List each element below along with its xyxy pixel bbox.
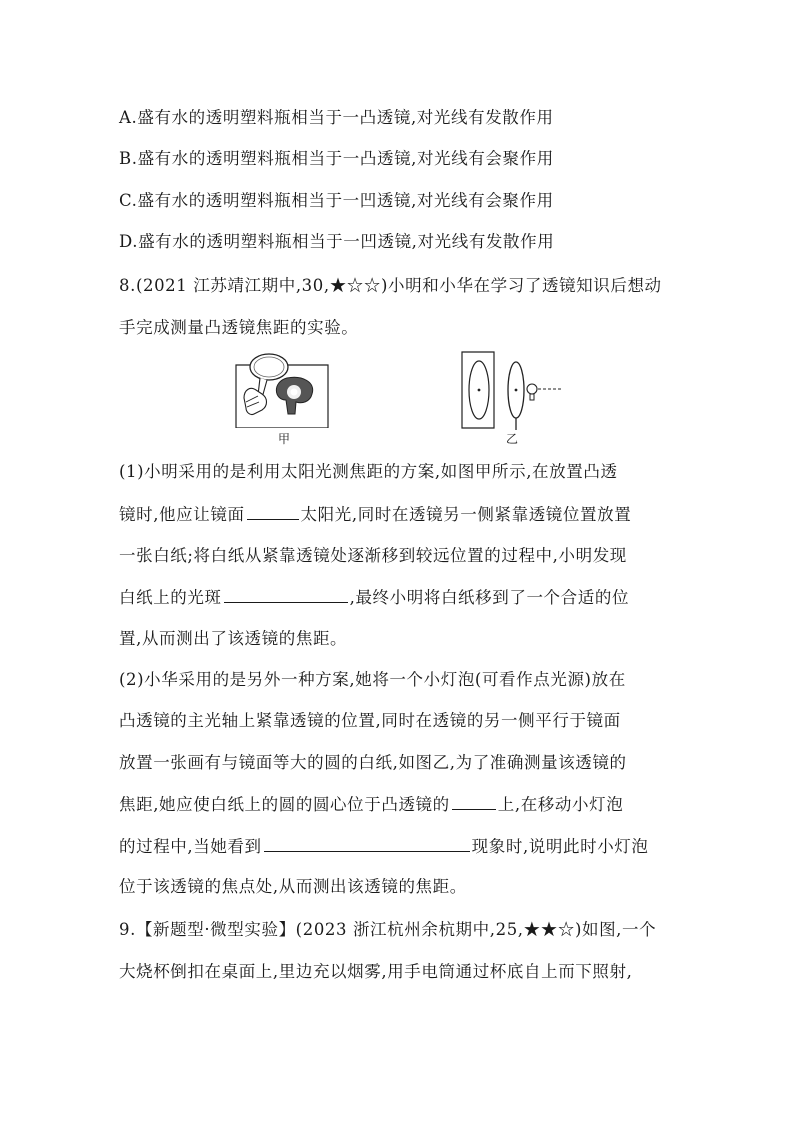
q8-part1-line-4-end: ,最终小明将白纸移到了一个合适的位 [349,588,630,607]
figure-yi-caption: 乙 [506,432,519,446]
question-8-stem-line-2: 手完成测量凸透镜焦距的实验。 [119,318,359,337]
q8-part1-line-4 [119,586,679,609]
answer-blank-1[interactable] [247,503,299,520]
q8-part1-line-2-start: 镜时,他应让镜面 [119,505,245,524]
question-9-stem-line-2: 大烧杯倒扣在桌面上,里边充以烟雾,用手电筒通过杯底自上而下照射, [119,962,633,981]
q8-part2-line-3: 放置一张画有与镜面等大的圆的白纸,如图乙,为了准确测量该透镜的 [119,753,627,772]
q8-part2-line-5 [119,835,679,858]
lens-rim [250,354,288,380]
q8-part2-line-5-end: 现象时,说明此时小灯泡 [471,837,649,856]
q8-part2-line-2: 凸透镜的主光轴上紧靠透镜的位置,同时在透镜的另一侧平行于镜面 [119,711,621,730]
q8-part1-line-1: (1)小明采用的是利用太阳光测焦距的方案,如图甲所示,在放置凸透 [119,462,618,481]
question-9-stem-line-1: 9.【新题型·微型实验】(2023 浙江杭州余杭期中,25,★★☆)如图,一个 [119,920,657,939]
option-b: B.盛有水的透明塑料瓶相当于一凸透镜,对光线有会聚作用 [119,149,554,168]
figure-jia-sunlight-lens [232,350,332,428]
option-d: D.盛有水的透明塑料瓶相当于一凹透镜,对光线有发散作用 [119,232,555,251]
figure-jia-caption: 甲 [278,432,291,446]
answer-blank-4[interactable] [264,835,470,852]
q8-part2-line-4-end: 上,在移动小灯泡 [497,795,624,814]
answer-blank-3[interactable] [452,793,496,810]
question-8-stem-line-1: 8.(2021 江苏靖江期中,30,★☆☆)小明和小华在学习了透镜知识后想动 [119,276,662,295]
circle-center-dot [478,389,481,392]
option-c: C.盛有水的透明塑料瓶相当于一凹透镜,对光线有会聚作用 [119,191,554,210]
bulb-icon [527,384,537,394]
q8-part1-line-3: 一张白纸;将白纸从紧靠透镜处逐渐移到较远位置的过程中,小明发现 [119,546,627,565]
q8-part1-line-4-start: 白纸上的光斑 [119,588,222,607]
figure-yi-point-source [450,350,565,432]
q8-part2-line-1: (2)小华采用的是另外一种方案,她将一个小灯泡(可看作点光源)放在 [119,670,626,689]
q8-part1-line-2-end: 太阳光,同时在透镜另一侧紧靠透镜位置放置 [300,505,632,524]
q8-part2-line-4 [119,793,679,816]
q8-part2-line-5-start: 的过程中,当她看到 [119,837,262,856]
q8-part1-line-2 [119,503,679,526]
answer-blank-2[interactable] [224,586,348,603]
option-a: A.盛有水的透明塑料瓶相当于一凸透镜,对光线有发散作用 [119,108,554,127]
q8-part2-line-4-start: 焦距,她应使白纸上的圆的圆心位于凸透镜的 [119,795,450,814]
q8-part1-line-5: 置,从而测出了该透镜的焦距。 [119,629,348,648]
q8-part2-line-6: 位于该透镜的焦点处,从而测出该透镜的焦距。 [119,877,467,896]
